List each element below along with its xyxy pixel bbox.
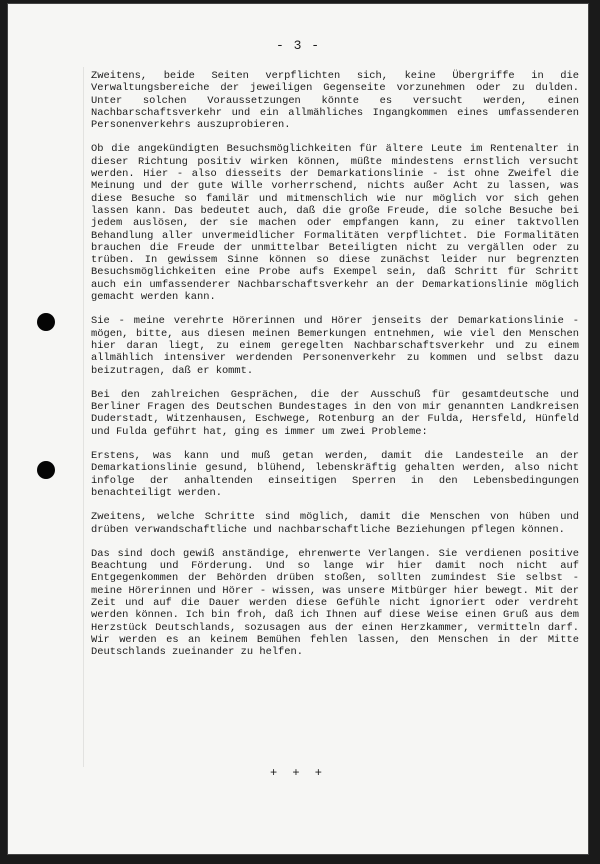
margin-shadow — [83, 67, 84, 767]
punch-hole-top — [37, 313, 55, 331]
end-mark: + + + — [269, 766, 326, 780]
document-page — [8, 4, 588, 854]
paragraph-zweitens-intro: Zweitens, beide Seiten verpflichten sich, keine Übergriffe in die Verwaltungsbereiche der jeweiligen Gegenseite vorzunehmen oder zu dulden. Unter solchen Voraussetzungen könnte es versucht werden, einen Nachbarschaftsverkehr und ein allmähliches Ingangkommen eines umfassenderen Personenverkehrs auszuprobieren. — [91, 70, 579, 132]
page-number: - 3 - — [275, 38, 320, 53]
paragraph-gespraeche: Bei den zahlreichen Gesprächen, die der Ausschuß für gesamtdeutsche und Berliner Fragen des Deutschen Bundestages in den von mir genannten Landkreisen Duderstadt, Witzenhausen, Eschwege, Rotenburg an der Fulda, Hersfeld, Hünfeld und Fulda geführt hat, ging es immer um zwei Probleme: — [91, 388, 579, 438]
document-body — [91, 70, 579, 670]
paragraph-hoererinnen: Sie - meine verehrte Hörerinnen und Hörer jenseits der Demarkationslinie - mögen, bitte, aus diesen meinen Bemerkungen entnehmen, wie viel den Menschen hier daran liegt, zu einem geregelten Nachbarschaftsverkehr und zu einem allmählich intensiver werdenden Personenverkehr zu kommen und selbst dazu beizutragen, daß er kommt. — [91, 315, 579, 377]
paragraph-besuchsmoeglichkeiten: Ob die angekündigten Besuchsmöglichkeiten für ältere Leute im Rentenalter in dieser Richtung positiv wirken können, müßte mindestens ernstlich versucht werden. Hier - also diesseits der Demarkationslinie - ist ohne Zweifel die Meinung und der gute Wille vorherrschend, nichts außer Acht zu lassen, was diese Besuche so familär und mitmenschlich wie nur möglich vor sich gehen lassen kann. Das bedeutet auch, daß die große Freude, die solche Besuche bei jedem auslösen, der sie machen oder empfangen kann, zu einer taktvollen Behandlung aller unvermeidlicher Formalitäten verpflichtet. Die Formalitäten brauchen die Freude der unmittelbar Beteiligten nicht zu vergällen oder zu trüben. In gewissem Sinne können so diese zunächst leider nur begrenzten Besuchsmöglichkeiten eine Probe aufs Exempel sein, daß Schritt für Schritt auch ein umfassenderer Nachbarschaftsverkehr an der Demarkationslinie möglich gemacht werden kann. — [91, 143, 579, 304]
punch-hole-bottom — [37, 461, 55, 479]
paragraph-erstens: Erstens, was kann und muß getan werden, damit die Landesteile an der Demarkationslinie gesund, blühend, lebenskräftig gehalten werden, also nicht infolge der anhaltenden einseitigen Sperren in den Lebensbedingungen benachteiligt werden. — [91, 450, 579, 499]
paragraph-zweitens: Zweitens, welche Schritte sind möglich, damit die Menschen von hüben und drüben verwandschaftliche und nachbarschaftliche Beziehungen pflegen können. — [91, 511, 579, 536]
paragraph-verlangen: Das sind doch gewiß anständige, ehrenwerte Verlangen. Sie verdienen positive Beachtung und Förderung. Und so lange wir hier damit noch nicht auf Entgegenkommen der Behörden drüben stoßen, sollten zumindest Sie selbst - meine Hörerinnen und Hörer - wissen, was unsere Mitbürger hier bewegt. Mit der Zeit und auf die Dauer werden diese Gefühle nicht ignoriert oder verdreht werden können. Ich bin froh, daß ich Ihnen auf diese Weise einen Gruß aus dem Herzstück Deutschlands, sozusagen aus der einen Herzkammer, vermitteln darf. Wir werden es an keinem Bemühen fehlen lassen, den Menschen in der Mitte Deutschlands zueinander zu helfen. — [91, 547, 579, 659]
